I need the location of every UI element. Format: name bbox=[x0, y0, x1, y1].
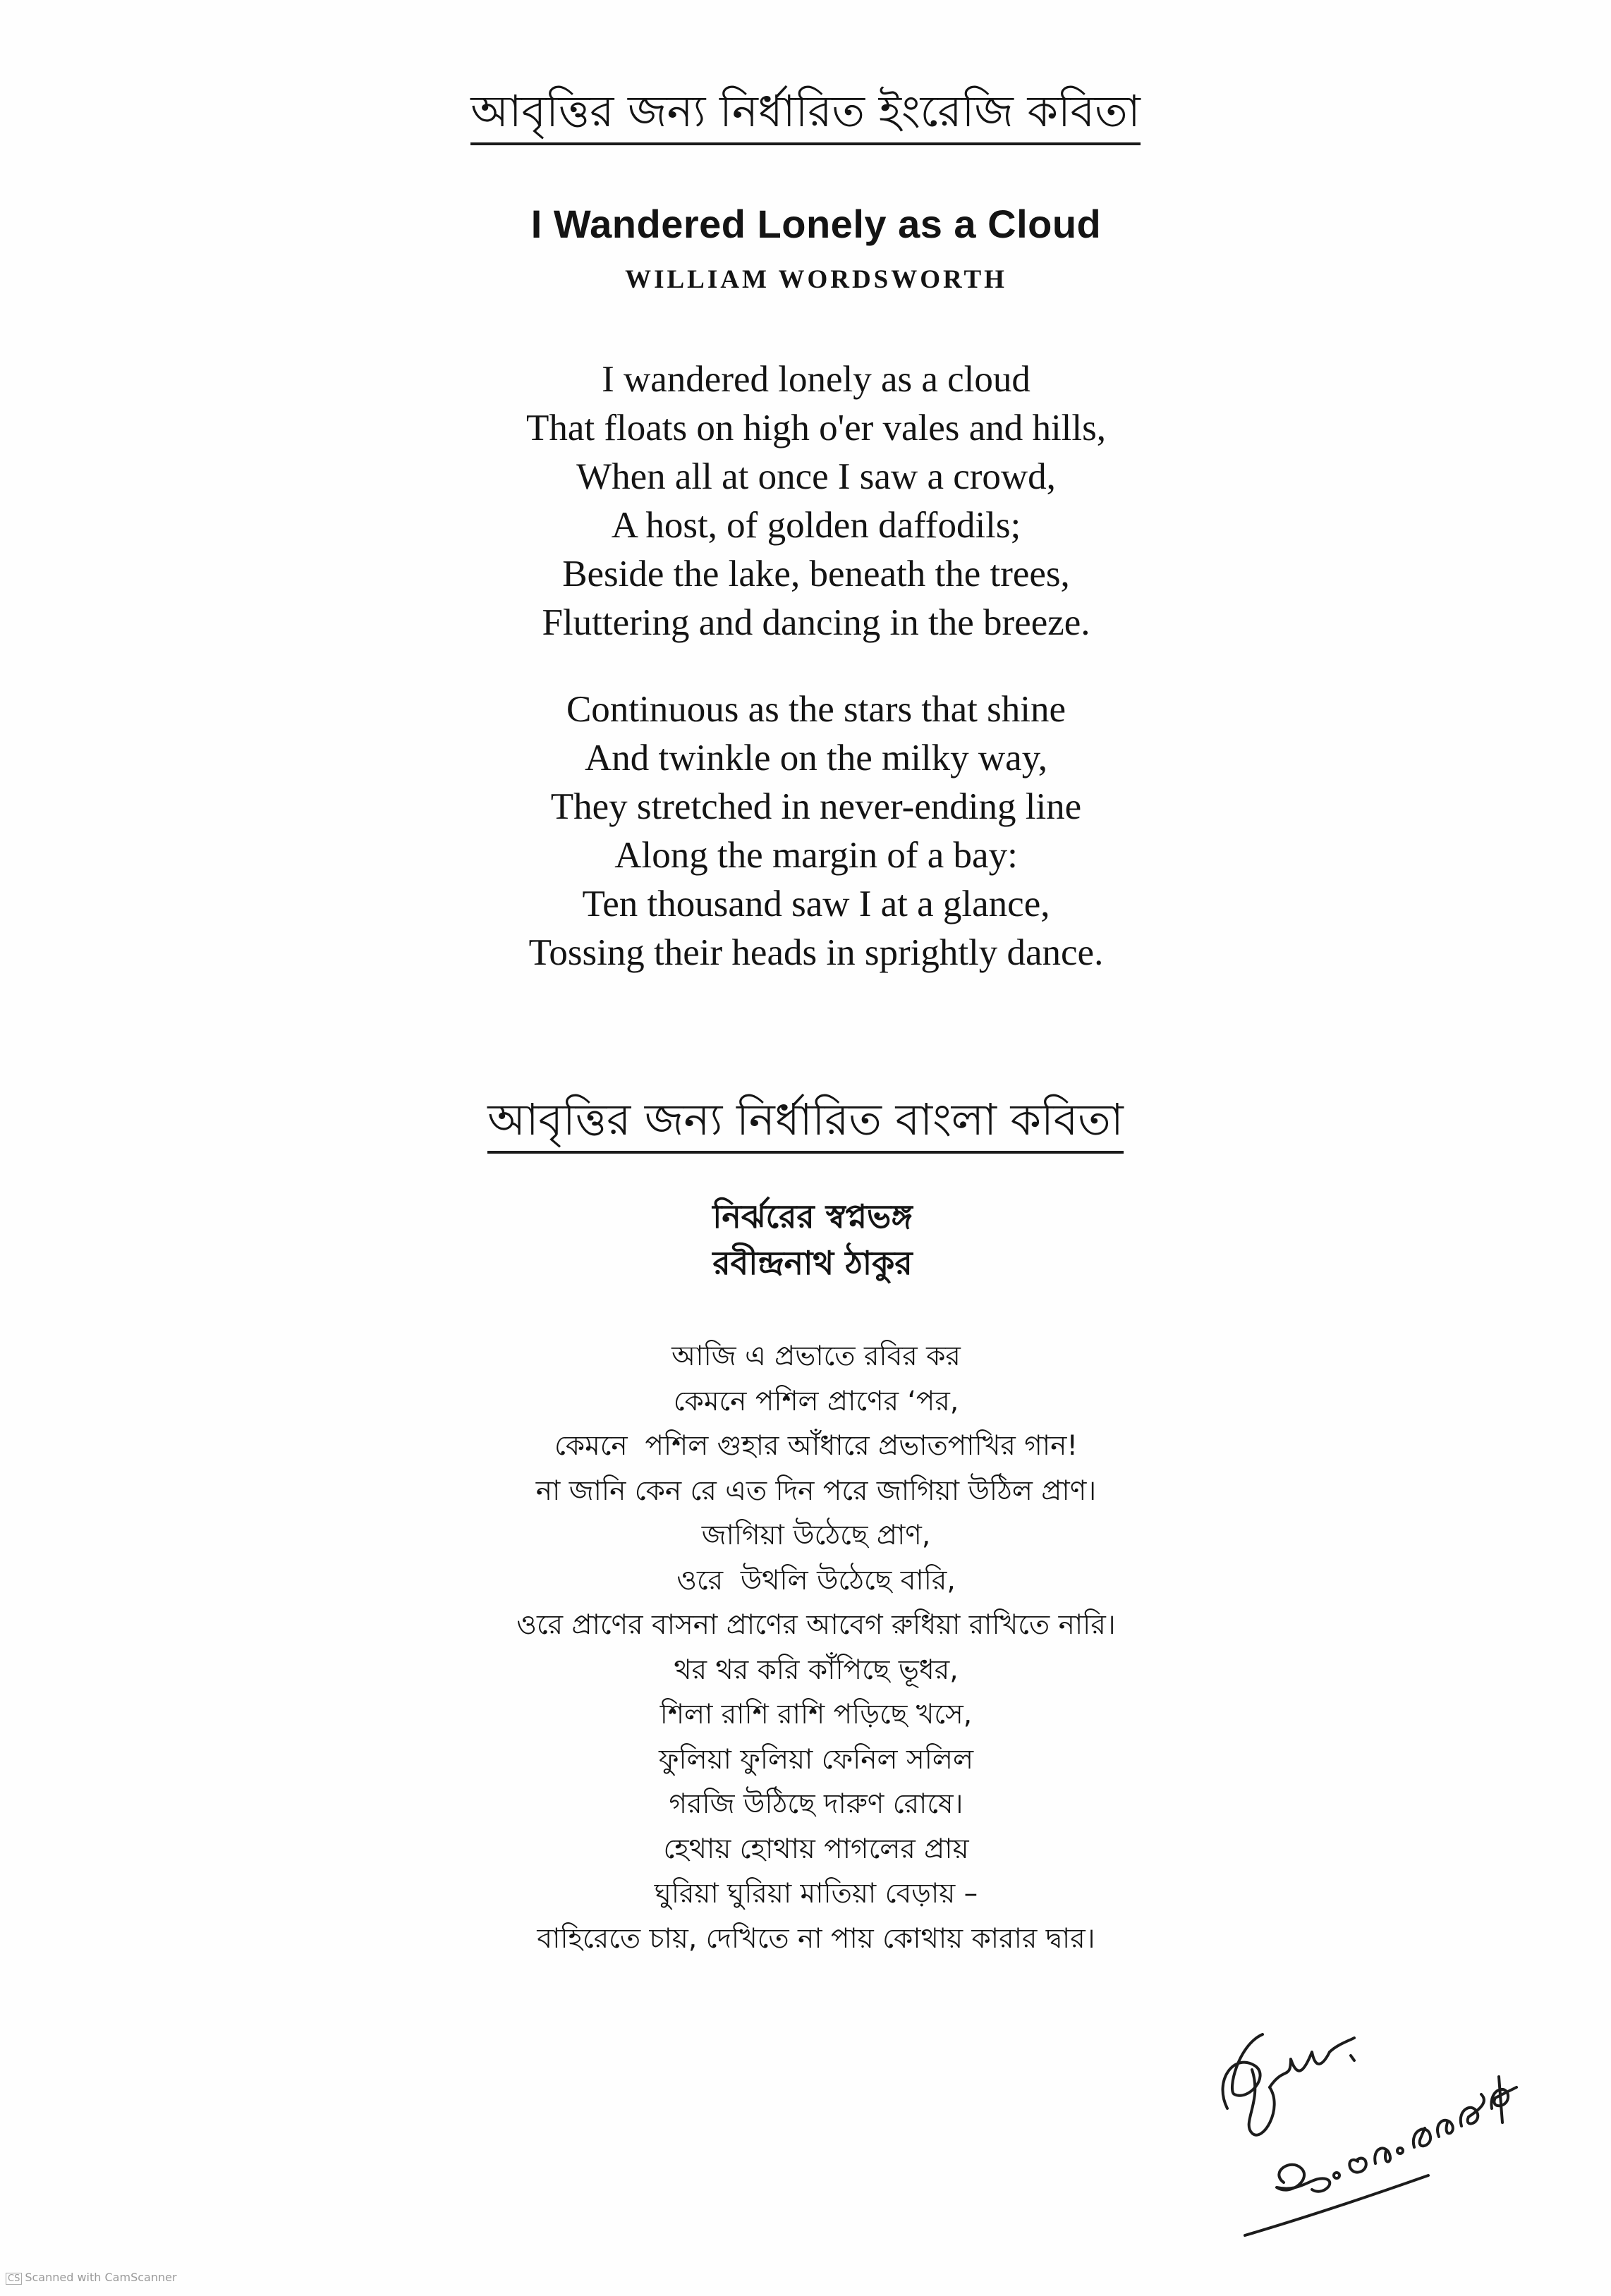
scanner-watermark bbox=[6, 2271, 177, 2285]
poem-line: শিলা রাশি রাশি পড়িছে খসে, bbox=[659, 1699, 973, 1730]
handwritten-signature bbox=[1185, 2003, 1552, 2257]
signature-date bbox=[1277, 2077, 1516, 2192]
english-poem-title: I Wandered Lonely as a Cloud bbox=[530, 202, 1102, 246]
poem-line: Ten thousand saw I at a glance, bbox=[582, 884, 1050, 924]
bengali-poem-author: রবীন্দ্রনাথ ঠাকুর bbox=[712, 1244, 913, 1282]
english-stanza-1 bbox=[0, 355, 1611, 647]
poem-line: না জানি কেন রে এত দিন পরে জাগিয়া উঠিল প্রাণ। bbox=[535, 1474, 1097, 1507]
bengali-section-heading bbox=[0, 1092, 1611, 1154]
poem-line: A host, of golden daffodils; bbox=[611, 505, 1021, 546]
poem-line: হেথায় হোথায় পাগলের প্রায় bbox=[663, 1833, 969, 1865]
poem-line: বাহিরেতে চায়, দেখিতে না পায় কোথায় কারার দ্বার। bbox=[537, 1922, 1095, 1955]
english-section-heading-text: আবৃত্তির জন্য নির্ধারিত ইংরেজি কবিতা bbox=[470, 83, 1140, 145]
poem-line: থর থর করি কাঁপিছে ভূধর, bbox=[674, 1654, 959, 1686]
poem-line: ওরে প্রাণের বাসনা প্রাণের আবেগ রুধিয়া রাখিতে নারি। bbox=[516, 1609, 1116, 1641]
poem-line: কেমনে পশিল গুহার আঁধারে প্রভাতপাখির গান! bbox=[554, 1430, 1078, 1462]
english-stanza-2 bbox=[0, 685, 1611, 977]
english-poem-author: WILLIAM WORDSWORTH bbox=[625, 265, 1007, 294]
poem-line: Continuous as the stars that shine bbox=[566, 689, 1066, 730]
poem-line: They stretched in never-ending line bbox=[550, 786, 1082, 827]
bengali-poem-title: নির্ঝরের স্বপ্নভঙ্গ bbox=[712, 1197, 913, 1235]
poem-line: Along the margin of a bay: bbox=[614, 835, 1018, 876]
poem-line: When all at once I saw a crowd, bbox=[576, 456, 1056, 497]
poem-line: জাগিয়া উঠেছে প্রাণ, bbox=[701, 1520, 931, 1551]
bengali-section-heading-text: আবৃত্তির জন্য নির্ধারিত বাংলা কবিতা bbox=[487, 1092, 1124, 1154]
poem-line: ওরে উথলি উঠেছে বারি, bbox=[676, 1564, 956, 1596]
poem-line: ফুলিয়া ফুলিয়া ফেনিল সলিল bbox=[658, 1743, 974, 1776]
poem-line: That floats on high o'er vales and hills, bbox=[525, 408, 1107, 448]
bengali-poem-body bbox=[0, 1334, 1611, 1961]
scanner-badge: CS bbox=[6, 2273, 22, 2285]
poem-line: ঘুরিয়া ঘুরিয়া মাতিয়া বেড়ায় – bbox=[654, 1878, 978, 1910]
poem-line: Tossing their heads in sprightly dance. bbox=[528, 932, 1104, 973]
poem-line: গরজি উঠিছে দারুণ রোষে। bbox=[669, 1788, 963, 1820]
english-section-heading bbox=[0, 83, 1611, 145]
scanner-text: Scanned with CamScanner bbox=[25, 2271, 177, 2284]
poem-line: আজি এ প্রভাতে রবির কর bbox=[671, 1341, 961, 1372]
poem-line: কেমনে পশিল প্রাণের ‘পর, bbox=[673, 1385, 959, 1417]
poem-line: Fluttering and dancing in the breeze. bbox=[542, 602, 1090, 643]
poem-line: And twinkle on the milky way, bbox=[584, 738, 1048, 778]
poem-line: I wandered lonely as a cloud bbox=[602, 359, 1031, 400]
poem-line: Beside the lake, beneath the trees, bbox=[562, 554, 1070, 594]
